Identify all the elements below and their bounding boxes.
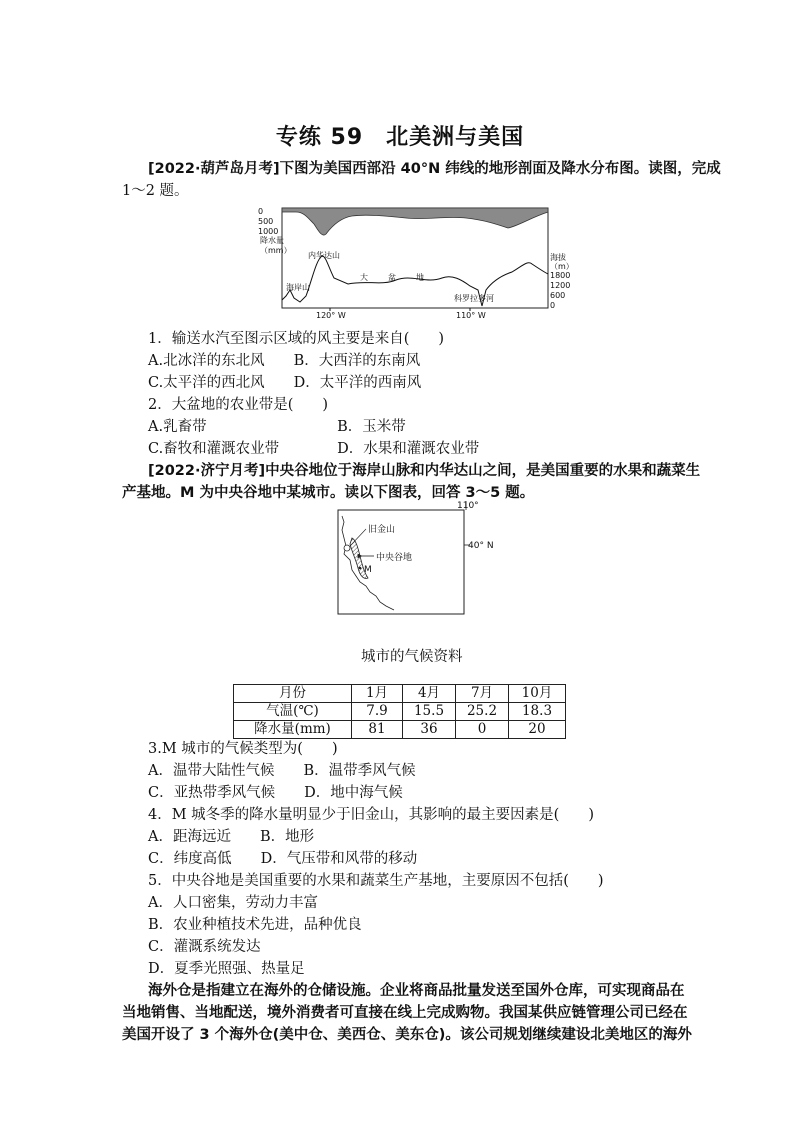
terrain-precipitation-profile	[256, 200, 576, 322]
table-cell: 7.9	[352, 703, 403, 721]
table-cell: 15.5	[403, 703, 456, 721]
table-header-row	[234, 685, 566, 703]
table-cell: 18.3	[509, 703, 566, 721]
left-axis-unit-mm: （mm）	[260, 246, 292, 255]
table-cell: 0	[456, 721, 509, 739]
q5-stem: 5．中央谷地是美国重要的水果和蔬菜生产基地，主要原因不包括( )	[148, 873, 604, 889]
m-marker	[359, 567, 362, 570]
map-label-m: M	[364, 565, 372, 575]
table-cell: 25.2	[456, 703, 509, 721]
intro-2: [2022·济宁月考]中央谷地位于海岸山脉和内华达山之间，是美国重要的水果和蔬菜生	[148, 463, 701, 479]
table-title: 城市的气候资料	[361, 649, 463, 665]
label-basin-1: 大	[360, 273, 368, 282]
left-tick-1000: 1000	[258, 227, 279, 236]
label-sierra-nevada: 内华达山	[308, 251, 340, 260]
right-tick-1200: 1200	[550, 281, 571, 290]
q5-option-a: A．人口密集，劳动力丰富	[148, 895, 318, 911]
q1-options-cd: C.太平洋的西北风 D．太平洋的西南风	[148, 375, 422, 391]
page-title: 专练 59 北美洲与美国	[275, 125, 525, 150]
table-cell: 气温(℃)	[234, 703, 352, 721]
q3-stem: 3.M 城市的气候类型为( )	[148, 741, 338, 757]
intro-2b: 产基地。M 为中央谷地中某城市。读以下图表，回答 3～5 题。	[122, 485, 535, 501]
q5-option-d: D．夏季光照强、热量足	[148, 961, 305, 977]
table-header-cell: 1月	[352, 685, 403, 703]
label-basin-2: 盆	[388, 273, 396, 282]
q2-stem: 2．大盆地的农业带是( )	[148, 397, 329, 413]
passage-line-3: 美国开设了 3 个海外仓(美中仓、美西仓、美东仓)。该公司规划继续建设北美地区的海外	[122, 1027, 692, 1043]
precipitation-area	[282, 208, 548, 235]
table-cell: 20	[509, 721, 566, 739]
q3-options-cd: C．亚热带季风气候 D．地中海气候	[148, 785, 403, 801]
passage-line-1: 海外仓是指建立在海外的仓储设施。企业将商品批量发送至国外仓库，可实现商品在	[148, 983, 685, 999]
table-cell: 81	[352, 721, 403, 739]
central-valley-area	[350, 538, 368, 579]
table-header-cell: 4月	[403, 685, 456, 703]
right-tick-0: 0	[550, 301, 556, 310]
passage-line-2: 当地销售、当地配送，境外消费者可直接在线上完成购物。我国某供应链管理公司已经在	[122, 1005, 688, 1021]
table-row	[234, 703, 566, 721]
map-latitude: 40° N	[468, 541, 494, 551]
climate-table	[233, 684, 566, 739]
right-tick-600: 600	[550, 291, 566, 300]
q4-stem: 4．M 城冬季的降水量明显少于旧金山，其影响的最主要因素是( )	[148, 807, 594, 823]
left-tick-500: 500	[258, 217, 274, 226]
x-tick-110w: 110° W	[456, 311, 486, 320]
central-valley-map	[330, 498, 502, 624]
map-label-valley: 中央谷地	[376, 553, 413, 563]
sf-marker	[344, 545, 350, 551]
label-basin-3: 地	[416, 273, 424, 282]
left-tick-0: 0	[258, 207, 264, 216]
table-header-cell: 月份	[234, 685, 352, 703]
q1-stem: 1．输送水汽至图示区域的风主要是来自( )	[148, 331, 445, 347]
label-colorado-river: 科罗拉多河	[454, 294, 494, 303]
table-row	[234, 721, 566, 739]
table-cell: 降水量(mm)	[234, 721, 352, 739]
q4-options-ab: A．距海远近 B．地形	[148, 829, 315, 845]
right-axis-unit: 海拔	[550, 253, 566, 262]
q5-option-c: C．灌溉系统发达	[148, 939, 261, 955]
map-longitude: 110°	[457, 501, 479, 511]
q4-options-cd: C．纬度高低 D．气压带和风带的移动	[148, 851, 418, 867]
intro-1b: 1～2 题。	[122, 183, 189, 199]
label-coast-range: 海岸山	[286, 283, 310, 292]
q3-options-ab: A．温带大陆性气候 B．温带季风气候	[148, 763, 416, 779]
terrain-line	[282, 256, 548, 306]
map-label-sf: 旧金山	[368, 525, 396, 535]
q1-options-ab: A.北冰洋的东北风 B．大西洋的东南风	[148, 353, 421, 369]
left-axis-unit: 降水量	[260, 236, 284, 245]
q5-option-b: B．农业种植技术先进，品种优良	[148, 917, 362, 933]
x-tick-120w: 120° W	[316, 311, 346, 320]
right-tick-1800: 1800	[550, 271, 571, 280]
table-header-cell: 10月	[509, 685, 566, 703]
q2-options-ab: A.乳畜带 B．玉米带	[148, 419, 406, 435]
right-axis-unit-m: （m）	[550, 262, 574, 271]
table-header-cell: 7月	[456, 685, 509, 703]
q2-options-cd: C.畜牧和灌溉农业带 D．水果和灌溉农业带	[148, 441, 480, 457]
table-cell: 36	[403, 721, 456, 739]
intro-1: [2022·葫芦岛月考]下图为美国西部沿 40°N 纬线的地形剖面及降水分布图。读图，完成	[148, 161, 721, 177]
